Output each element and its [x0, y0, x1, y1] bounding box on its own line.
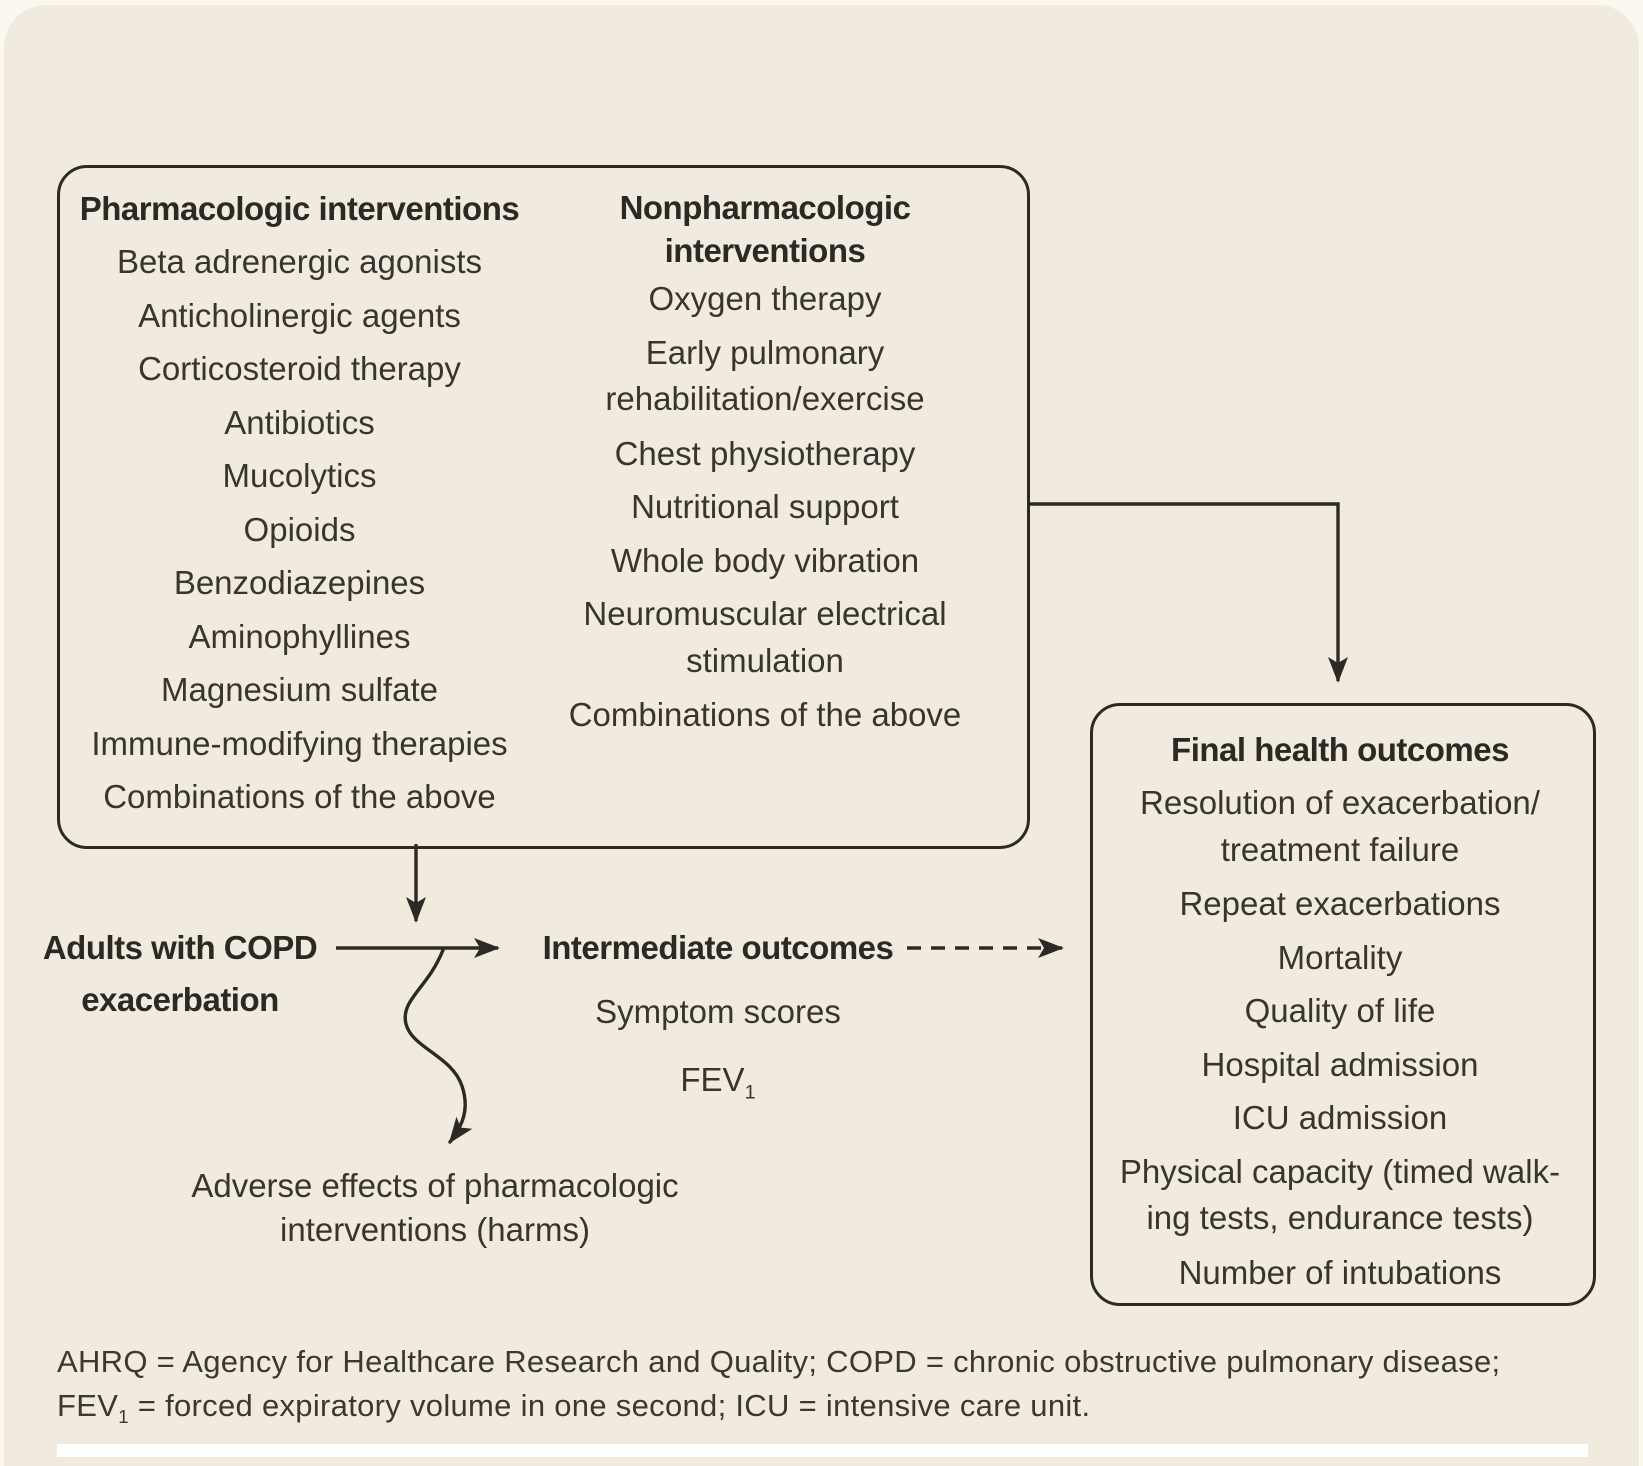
adverse-effects-line: Adverse effects of pharmacologic	[191, 1167, 679, 1204]
nonpharma-item: Nutritional support	[631, 488, 899, 525]
nonpharma-item: Chest physiotherapy	[614, 434, 916, 472]
nonpharma-item: rehabilitation/exercise	[605, 380, 925, 417]
intermediate-outcomes-group	[528, 922, 908, 1119]
nonpharma-item: Combinations of the above	[568, 696, 962, 733]
adverse-effects-label	[185, 1164, 685, 1252]
nonpharmacologic-title: interventions	[664, 232, 866, 269]
fev-subscript: 1	[118, 1406, 129, 1428]
final-item: ing tests, endurance tests)	[1146, 1199, 1534, 1236]
final-item: Repeat exacerbations	[1179, 885, 1501, 922]
intermediate-item-fev1	[528, 1054, 908, 1119]
footnote-line-1: AHRQ = Agency for Healthcare Research and Quality; COPD = chronic obstructive pulmonary disease;	[57, 1344, 1501, 1379]
pharma-item: Benzodiazepines	[173, 564, 426, 601]
pharma-item: Magnesium sulfate	[161, 671, 438, 708]
nonpharmacologic-title: Nonpharmacologic	[619, 189, 911, 226]
final-outcomes-column	[1098, 724, 1582, 1299]
pharmacologic-title: Pharmacologic interventions	[79, 190, 520, 227]
pharma-item: Immune-modifying therapies	[91, 724, 508, 762]
abbreviations-footnote	[57, 1340, 1597, 1439]
pharmacologic-column	[72, 183, 527, 824]
nonpharma-item: Oxygen therapy	[648, 280, 882, 317]
fev-subscript: 1	[744, 1081, 756, 1104]
final-item: Physical capacity (timed walk-	[1119, 1152, 1561, 1190]
population-label-line: Adults with COPD	[42, 929, 318, 966]
pharma-item: Antibiotics	[224, 403, 375, 441]
intermediate-item-symptom-scores: Symptom scores	[595, 993, 841, 1030]
final-item: Quality of life	[1244, 992, 1436, 1029]
pharma-item: Aminophyllines	[188, 617, 411, 655]
pharma-item: Opioids	[243, 510, 356, 548]
nonpharma-item: Whole body vibration	[610, 541, 920, 579]
footnote-line-2	[57, 1384, 1597, 1439]
final-item: Hospital admission	[1201, 1045, 1479, 1083]
final-item: Resolution of exacerbation/	[1140, 784, 1540, 821]
final-item: treatment failure	[1220, 830, 1460, 868]
pharma-item: Combinations of the above	[103, 778, 496, 815]
pharma-item: Anticholinergic agents	[138, 296, 461, 334]
nonpharmacologic-column	[540, 186, 990, 742]
intermediate-outcomes-title: Intermediate outcomes	[542, 929, 894, 966]
nonpharma-item: stimulation	[686, 641, 844, 679]
fev-text: FEV	[680, 1061, 745, 1098]
bottom-separator-bar	[57, 1444, 1588, 1457]
final-item: Number of intubations	[1178, 1253, 1502, 1291]
pharma-item: Corticosteroid therapy	[138, 350, 461, 387]
population-label	[30, 922, 330, 1026]
fev-text: FEV	[57, 1388, 119, 1423]
final-item: ICU admission	[1232, 1099, 1448, 1136]
nonpharma-item: Early pulmonary	[645, 333, 885, 371]
footnote-line-2-rest: = forced expiratory volume in one second; ICU = intensive care unit.	[128, 1388, 1091, 1423]
final-item: Mortality	[1277, 938, 1403, 976]
adverse-effects-line: interventions (harms)	[280, 1211, 590, 1248]
nonpharma-item: Neuromuscular electrical	[583, 595, 947, 632]
pharma-item: Mucolytics	[222, 457, 377, 494]
final-outcomes-title: Final health outcomes	[1171, 731, 1509, 768]
pharma-item: Beta adrenergic agonists	[116, 243, 483, 280]
population-label-line: exacerbation	[81, 981, 279, 1018]
